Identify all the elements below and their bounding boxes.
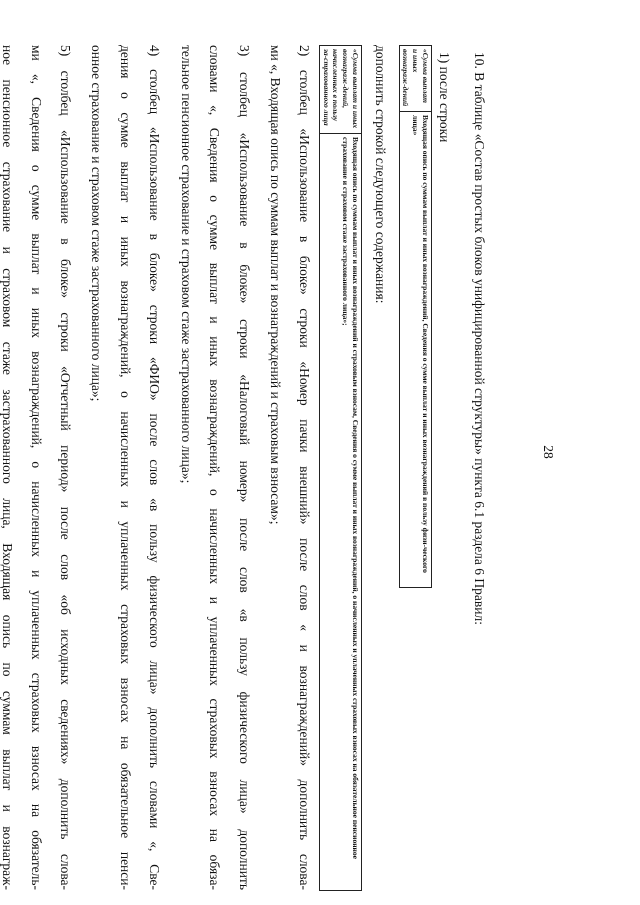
intro-paragraph: 10. В таблице «Состав простых блоков унифицированной структуры» пункта 6.1 раздела 6 Правил:	[472, 52, 487, 625]
table-new-row	[319, 45, 362, 891]
paragraph-line: ное пенсионное страхование и страховом стаже застрахованного лица, Входящая опись по суммам выплат и вознаграж-	[0, 45, 15, 890]
paragraph-line: 4) столбец «Использование в блоке» строки «ФИО» после слов «в пользу физического лица» дополнить словами «, Све-	[147, 45, 162, 890]
paragraph-line: ми «, Сведения о сумме выплат и иных вознаграждений, о начисленных и уплаченных страховых взносах на обязатель-	[29, 45, 44, 890]
paragraph-line: 3) столбец «Использование в блоке» строки «Налоговый номер» после слов «в пользу физического лица» дополнить	[237, 45, 252, 890]
paragraph-line: 2) столбец «Использование в блоке» строки «Номер пачки внешний» после слов « и вознаграждений» дополнить слова-	[297, 45, 312, 890]
table-row	[399, 46, 431, 588]
table-cell-col2: Входящая опись по суммам выплат и иных вознаграждений и страховым взносам, Сведения о сумме выплат и иных вознаграждений, о начисленных и уплаченных страховых взносах на обязательное пенсионное страхование и страховом стаже застрахованного лица»;	[320, 134, 362, 891]
item-1-label: 1) после строки	[437, 52, 452, 143]
rotated-page	[0, 12, 595, 892]
paragraph-line: 5) столбец «Использование в блоке» строки «Отчетный период» после слов «об исходных сведениях» дополнить слова-	[58, 45, 73, 890]
table-cell-col2: Входящая опись по суммам выплат и иных вознаграждений, Сведения о сумме выплат и иных вознаграждений в пользу физи-ческого лица»	[399, 112, 431, 588]
table-original-row	[399, 45, 432, 588]
paragraph-line: дения о сумме выплат и иных вознаграждений, о начисленных и уплаченных страховых взносах на обязательное пенси-	[118, 45, 133, 890]
paragraph-line: словами «, Сведения о сумме выплат и иных вознаграждений, о начисленных и уплаченных страховых взносах на обяза-	[207, 45, 222, 890]
add-row-label: дополнить строкой следующего содержания:	[373, 45, 388, 304]
table-row	[320, 46, 362, 891]
paragraph-line: онное страхование и страховом стаже застрахованного лица»;	[89, 45, 104, 402]
table-cell-col1: «Сумма выплат и иных вознаграж-дений, начисленных в пользу за-страхованного лица	[320, 46, 362, 134]
table-cell-col1: «Сумма выплат и иных вознаграж-дений	[399, 46, 431, 112]
paragraph-line: тельное пенсионное страхование и страховом стаже застрахованного лица»;	[179, 45, 194, 484]
page-number: 28	[541, 445, 556, 459]
paragraph-line: ми «, Входящая опись по суммам выплат и вознаграждений и страховым взносам»;	[268, 45, 283, 525]
